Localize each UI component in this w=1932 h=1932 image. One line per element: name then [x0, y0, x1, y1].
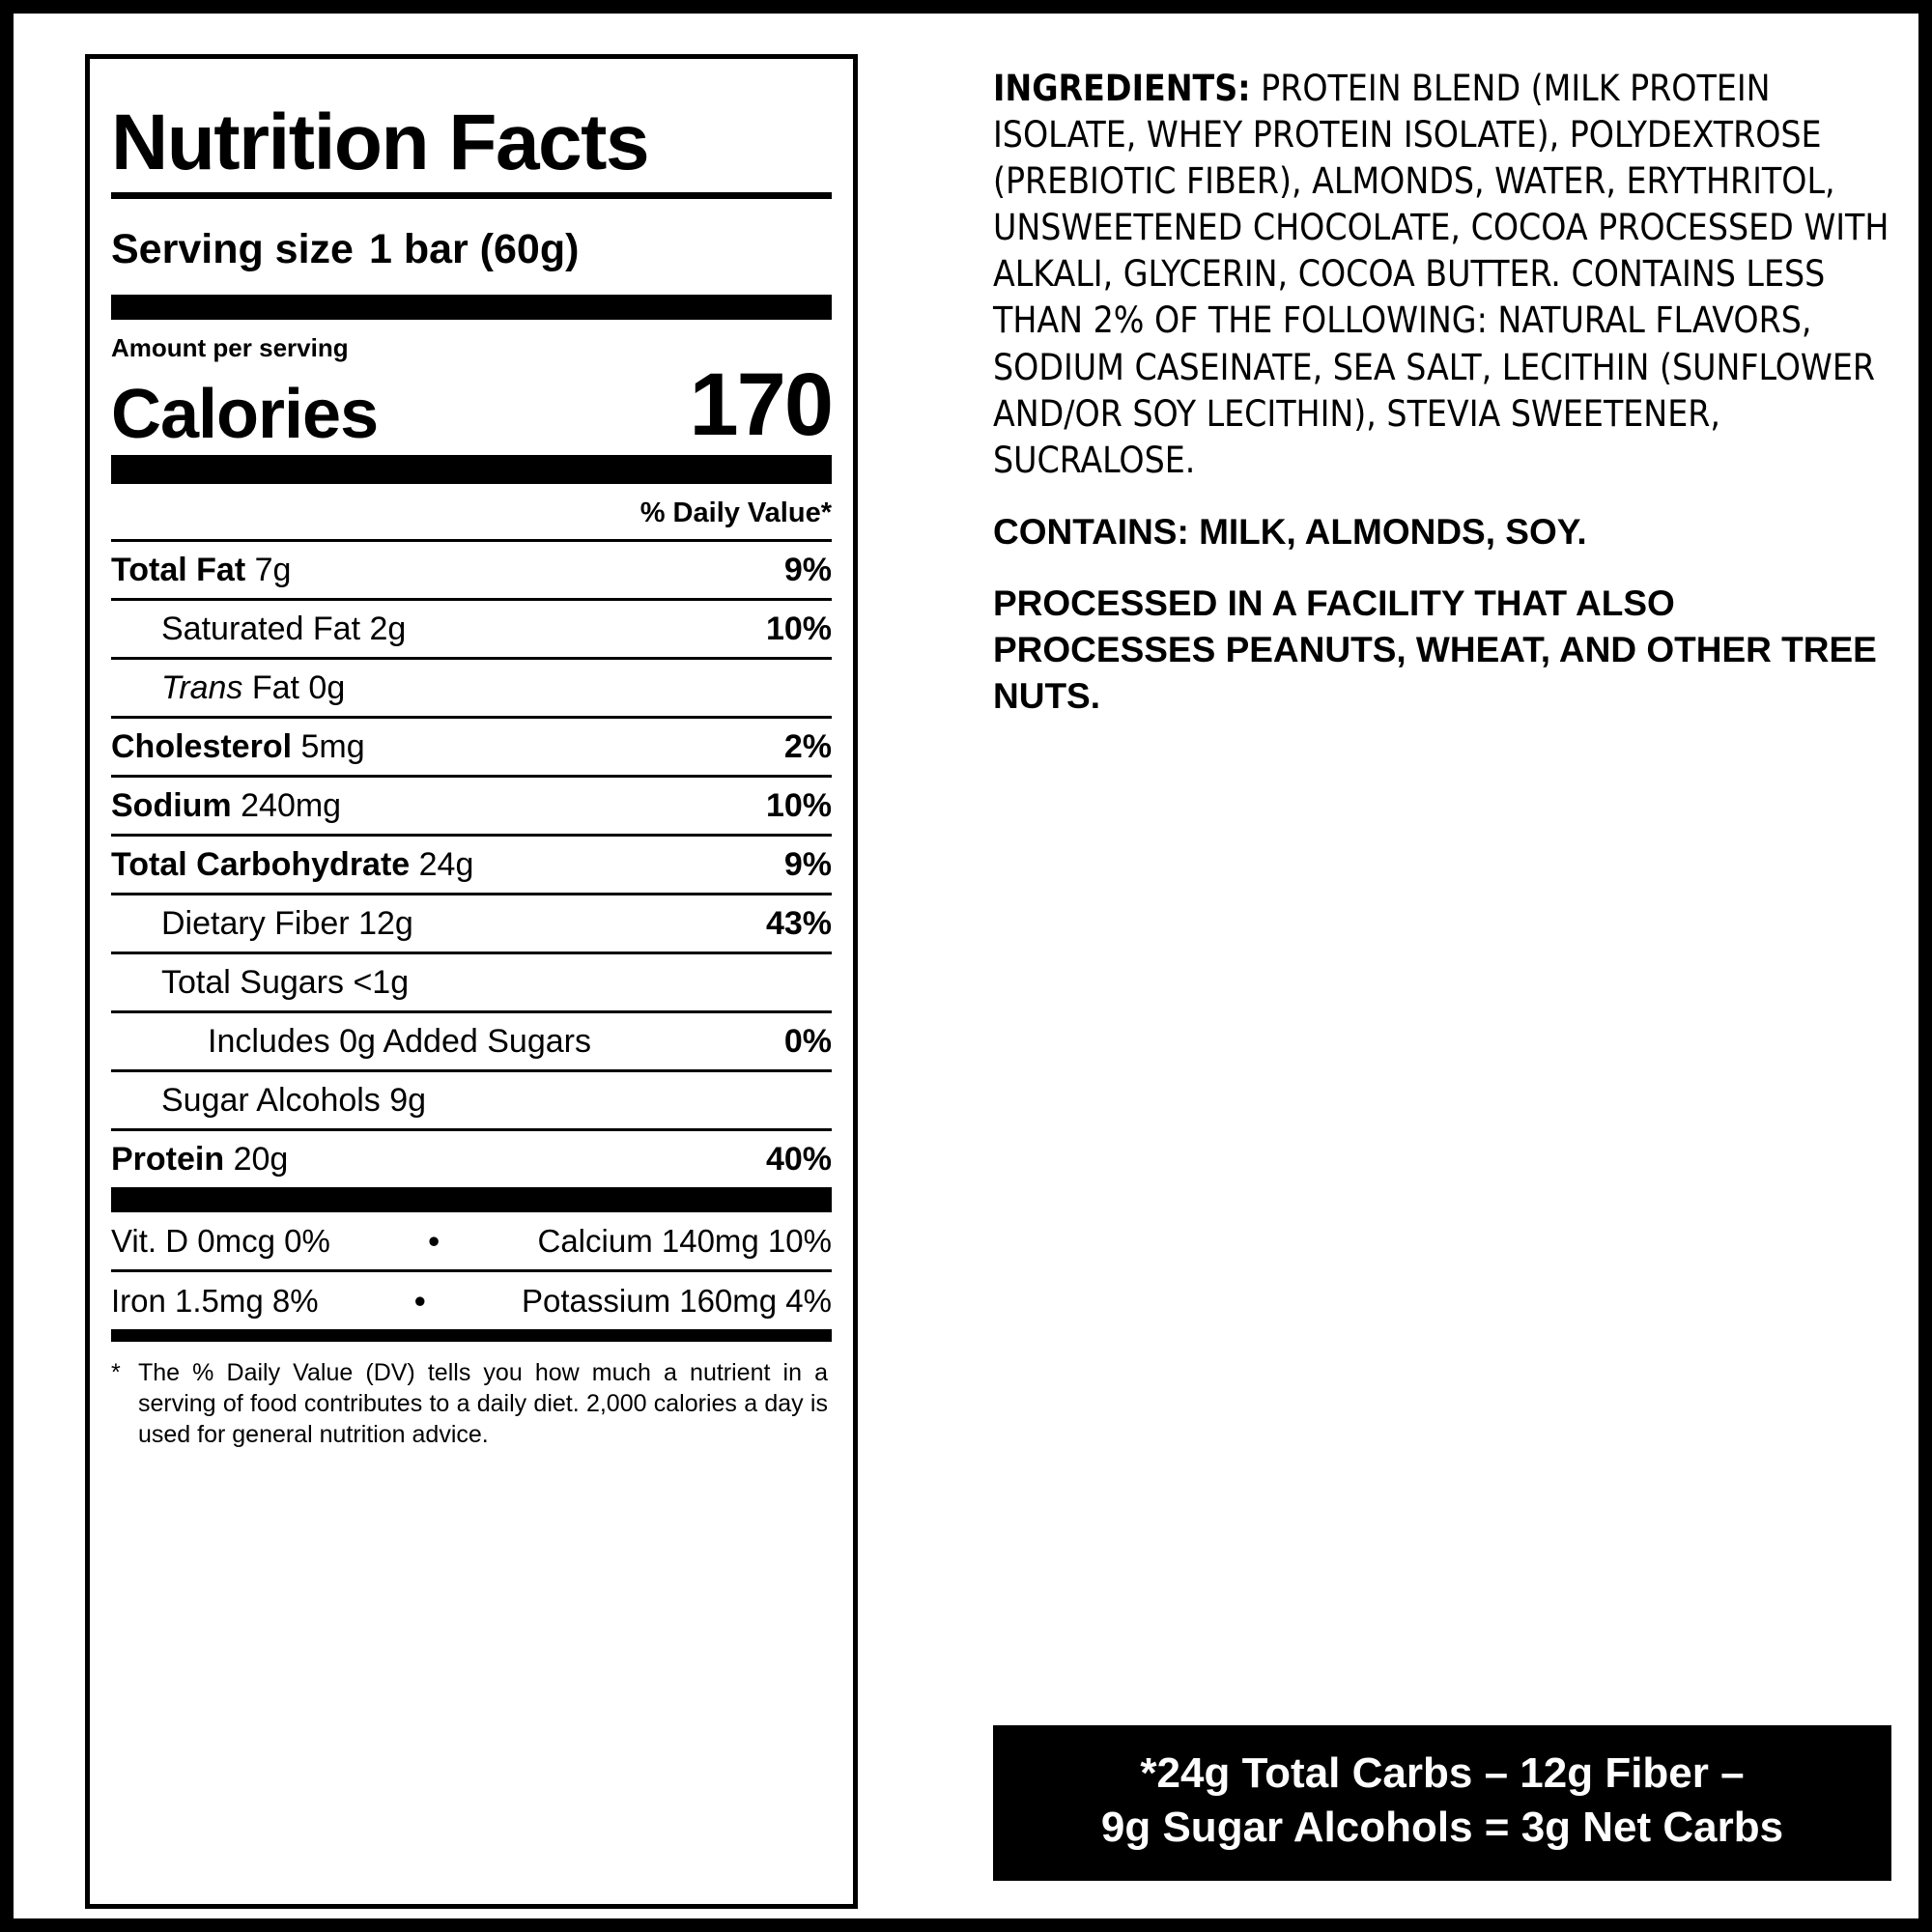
nutrient-label: Dietary Fiber [161, 905, 350, 943]
amount-per-serving-label: Amount per serving [111, 333, 349, 362]
nutrition-facts-title: Nutrition Facts [111, 99, 649, 186]
nutrient-dv: 9% [783, 552, 832, 589]
separator-dot: • [428, 1223, 440, 1260]
nutrition-facts-panel [85, 54, 858, 1909]
calories-value: 170 [689, 355, 832, 454]
nutrient-label: Saturated Fat [161, 611, 361, 648]
divider-serving [111, 295, 832, 320]
nutrient-amount: 0g [308, 669, 346, 707]
daily-value-header: % Daily Value* [639, 497, 832, 529]
micronutrient-left: Vit. D 0mcg 0% [111, 1223, 330, 1260]
nutrient-label: Sodium [111, 787, 232, 825]
divider-bottom [111, 1329, 832, 1342]
footnote-asterisk: * [111, 1359, 121, 1387]
net-carbs-line2: 9g Sugar Alcohols = 3g Net Carbs [1100, 1804, 1784, 1852]
nutrient-amount: 5mg [300, 728, 365, 766]
nutrient-amount: <1g [353, 964, 410, 1002]
table-row [111, 1272, 832, 1329]
nutrient-dv: 43% [765, 905, 832, 943]
nutrient-amount: 24g [418, 846, 474, 884]
contains-allergens: CONTAINS: MILK, ALMONDS, SOY. [993, 511, 1587, 552]
nutrient-amount: 7g [254, 552, 292, 589]
nutrient-label: Protein [111, 1141, 225, 1179]
calories-label: Calories [111, 376, 379, 453]
serving-size-row [111, 199, 832, 295]
table-row [111, 1212, 832, 1269]
nutrient-dv: 10% [765, 611, 832, 648]
nutrient-label: Sugar Alcohols [161, 1082, 381, 1120]
footnote-text: The % Daily Value (DV) tells you how much a nutrient in a serving of food contributes to a daily diet. 2,000 calories a day is used for general nutrition advice. [138, 1359, 828, 1449]
net-carbs-callout [993, 1725, 1891, 1881]
label-inner [27, 27, 1932, 1932]
nutrient-label: Cholesterol [111, 728, 293, 766]
micronutrient-right: Potassium 160mg 4% [522, 1283, 832, 1320]
nutrient-dv: 0% [783, 1023, 832, 1061]
nutrient-label: Total Carbohydrate [111, 846, 411, 884]
ingredients-paragraph [993, 66, 1901, 484]
nutrient-amount: 9g [389, 1082, 427, 1120]
calories-row [111, 355, 832, 455]
nutrient-dv: 40% [765, 1141, 832, 1179]
processed-facility-statement: PROCESSED IN A FACILITY THAT ALSO PROCESSES PEANUTS, WHEAT, AND OTHER TREE NUTS. [993, 582, 1877, 717]
nutrient-dv: 2% [783, 728, 832, 766]
table-row [111, 1072, 832, 1128]
micronutrient-left: Iron 1.5mg 8% [111, 1283, 319, 1320]
table-row [111, 1013, 832, 1069]
nutrient-amount: 240mg [241, 787, 342, 825]
nutrient-dv: 9% [783, 846, 832, 884]
table-row [111, 895, 832, 952]
ingredients-column [993, 66, 1901, 720]
nutrient-label-italic: Trans [161, 669, 243, 707]
divider-protein [111, 1187, 832, 1212]
table-row [111, 778, 832, 834]
divider-calories [111, 455, 832, 484]
daily-value-footnote [111, 1342, 832, 1450]
nutrient-amount: 12g [358, 905, 413, 943]
table-row: Trans Fat 0g [161, 669, 346, 707]
table-row [111, 837, 832, 893]
net-carbs-line1: *24g Total Carbs – 12g Fiber – [1140, 1749, 1745, 1797]
nutrient-amount: 20g [233, 1141, 289, 1179]
ingredients-text: PROTEIN BLEND (MILK PROTEIN ISOLATE, WHEY PROTEIN ISOLATE), POLYDEXTROSE (PREBIOTIC FIBER), ALMONDS, WATER, ERYTHRITOL, UNSWEETENED CHOCOLATE, COCOA PROCESSED WITH ALKALI, GLYCERIN, COCOA BUTTER. CONTAINS LESS THAN 2% OF THE FOLLOWING: NATURAL FLAVORS, SODIUM CASEINATE, SEA SALT, LECITHIN (SUNFLOWER AND/OR SOY LECITHIN), STEVIA SWEETENER, SUCRALOSE. [993, 68, 1889, 481]
separator-dot: • [414, 1283, 426, 1320]
table-row [111, 719, 832, 775]
divider-title [111, 192, 832, 199]
micronutrient-right: Calcium 140mg 10% [537, 1223, 832, 1260]
nutrient-label: Total Sugars [161, 964, 344, 1002]
table-row [111, 542, 832, 598]
nutrient-label: Total Fat [111, 552, 246, 589]
ingredients-heading: INGREDIENTS: [993, 68, 1251, 109]
nutrient-amount: 2g [369, 611, 407, 648]
nutrient-label: Includes 0g Added Sugars [208, 1023, 591, 1061]
serving-size-value: 1 bar (60g) [368, 226, 580, 272]
table-row [111, 601, 832, 657]
nutrient-dv: 10% [765, 787, 832, 825]
serving-size-label: Serving size [111, 226, 354, 272]
table-row [111, 954, 832, 1010]
table-row [111, 1131, 832, 1187]
